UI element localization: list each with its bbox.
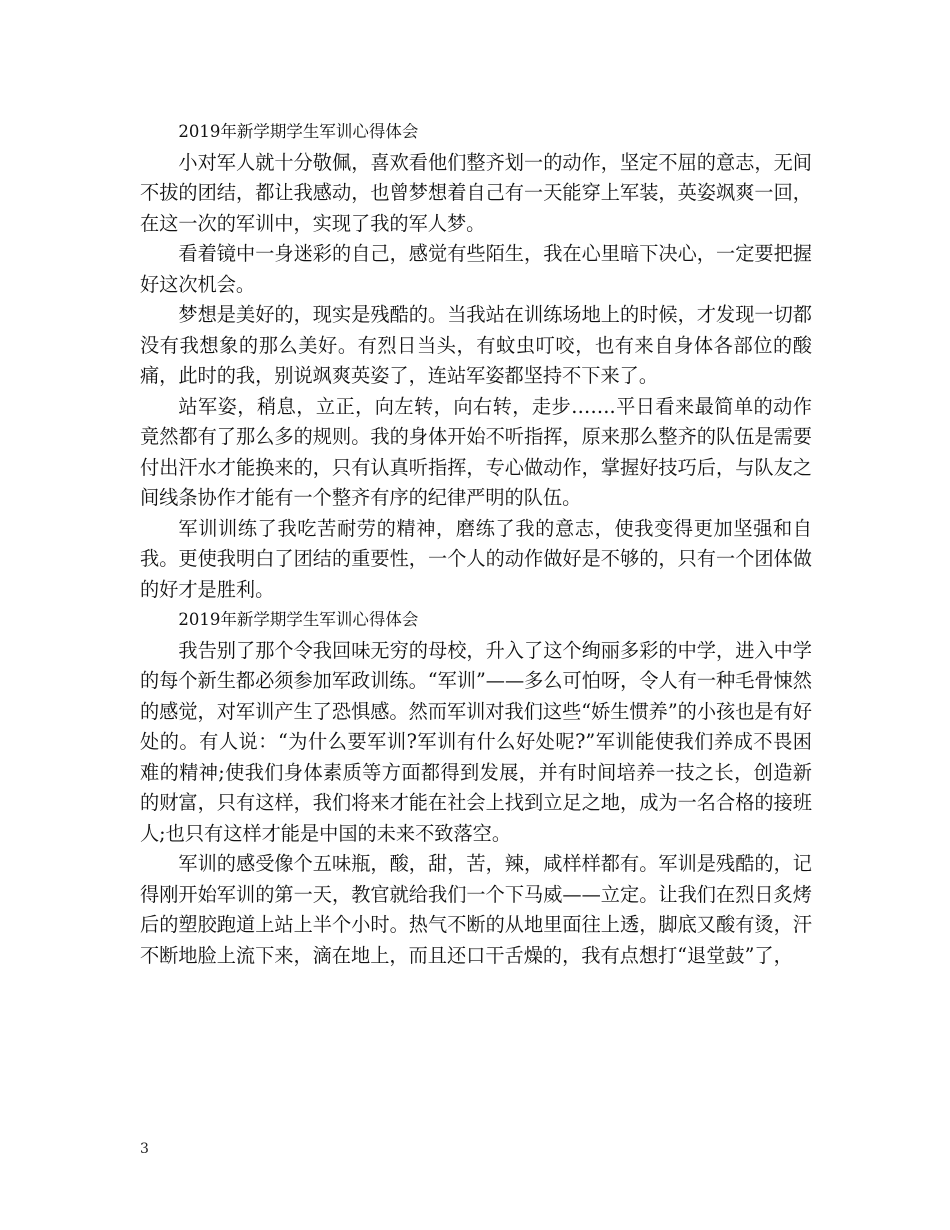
- page-number: 3: [140, 1141, 149, 1157]
- paragraph: 小对军人就十分敬佩，喜欢看他们整齐划一的动作，坚定不屈的意志，无间不拔的团结，都让我感动，也曾梦想着自己有一天能穿上军装，英姿飒爽一回，在这一次的军训中，实现了我的军人梦。: [140, 150, 812, 235]
- paragraph: 军训训练了我吃苦耐劳的精神，磨练了我的意志，使我变得更加坚强和自我。更使我明白了团结的重要性，一个人的动作做好是不够的，只有一个团体做的好才是胜利。: [140, 516, 812, 601]
- document-body: [140, 117, 812, 971]
- section-2: [140, 605, 812, 971]
- section-title: 2019年新学期学生军训心得体会: [178, 122, 419, 141]
- paragraph: 看着镜中一身迷彩的自己，感觉有些陌生，我在心里暗下决心，一定要把握好这次机会。: [140, 242, 812, 296]
- paragraph: 军训的感受像个五味瓶，酸，甜，苦，辣，咸样样都有。军训是残酷的，记得刚开始军训的第一天，教官就给我们一个下马威——立定。让我们在烈日炙烤后的塑胶跑道上站上半个小时。热气不断的从地里面往上透，脚底又酸有烫，汗不断地脸上流下来，滴在地上，而且还口干舌燥的，我有点想打“退堂鼓”了，: [140, 852, 812, 967]
- section-title: 2019年新学期学生军训心得体会: [178, 610, 419, 629]
- paragraph: 我告别了那个令我回味无穷的母校，升入了这个绚丽多彩的中学，进入中学的每个新生都必须参加军政训练。“军训”——多么可怕呀，令人有一种毛骨悚然的感觉，对军训产生了恐惧感。然而军训对我们这些“娇生惯养”的小孩也是有好处的。有人说：“为什么要军训?军训有什么好处呢?”军训能使我们养成不畏困难的精神;使我们身体素质等方面都得到发展，并有时间培养一技之长，创造新的财富，只有这样，我们将来才能在社会上找到立足之地，成为一名合格的接班人;也只有这样才能是中国的未来不致落空。: [140, 638, 812, 845]
- section-1: [140, 117, 812, 605]
- paragraph: 站军姿，稍息，立正，向左转，向右转，走步…….平日看来最简单的动作竟然都有了那么多的规则。我的身体开始不听指挥，原来那么整齐的队伍是需要付出汗水才能换来的，只有认真听指挥，专心做动作，掌握好技巧后，与队友之间线条协作才能有一个整齐有序的纪律严明的队伍。: [140, 394, 812, 509]
- paragraph: 梦想是美好的，现实是残酷的。当我站在训练场地上的时候，才发现一切都没有我想象的那么美好。有烈日当头，有蚊虫叮咬，也有来自身体各部位的酸痛，此时的我，别说飒爽英姿了，连站军姿都坚持不下来了。: [140, 303, 812, 387]
